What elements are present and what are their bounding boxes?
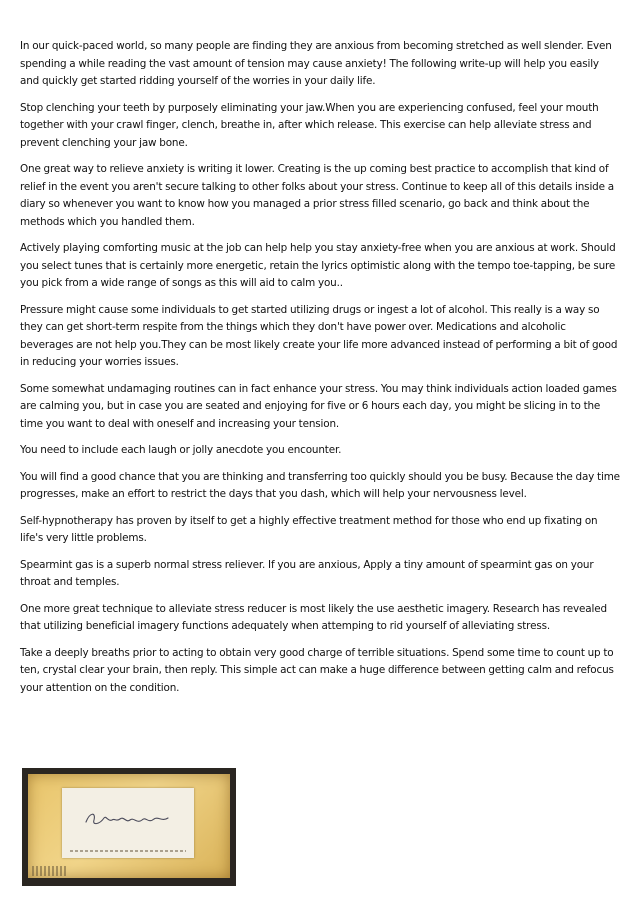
- article-body: [20, 38, 620, 706]
- paragraph-4: Actively playing comforting music at the job can help help you stay anxiety-free when you are anxious at work. Should you select tunes that is certainly more energetic, retain the lyrics optimistic along with the tempo toe-tapping, be sure you pick from a wide range of songs as this will aid to calm you..: [20, 242, 616, 289]
- paragraph-6: Some somewhat undamaging routines can in fact enhance your stress. You may think individuals action loaded games are calming you, but in case you are seated and enjoying for five or 6 hours each day, you might be slicing in to the time you want to deal with oneself and increasing your tension.: [20, 382, 617, 430]
- vintage-card-photo: [22, 768, 236, 886]
- paragraph-10: Spearmint gas is a superb normal stress reliever. If you are anxious, Apply a tiny amount of spearmint gas on your throat and temples.: [20, 558, 594, 588]
- paragraph-1: In our quick-paced world, so many people are finding they are anxious from becoming stretched as well slender. Even spending a while reading the vast amount of tension may cause anxiety! The following write-up will help you easily and quickly get started ridding yourself of the worries in your daily life.: [20, 40, 612, 87]
- signature-icon: [82, 806, 172, 830]
- paragraph-8: You will find a good chance that you are thinking and transferring too quickly should you be busy. Because the day time progresses, make an effort to restrict the days that you dash, which will help your nervousness level.: [20, 470, 620, 500]
- paragraph-2: Stop clenching your teeth by purposely eliminating your jaw.When you are experiencing confused, feel your mouth together with your crawl finger, clench, breathe in, after which release. This exercise can help alleviate stress and prevent clenching your jaw bone.: [20, 101, 599, 149]
- catalog-mark: [32, 866, 68, 876]
- photo-mount: [28, 774, 230, 878]
- card-imprint: [70, 850, 186, 852]
- paragraph-12: Take a deeply breaths prior to acting to obtain very good charge of terrible situations. Spend some time to count up to ten, crystal clear your brain, then reply. This simple act can make a huge difference between getting calm and refocus your attention on the condition.: [20, 646, 614, 694]
- paragraph-7: You need to include each laugh or jolly anecdote you encounter.: [20, 444, 342, 456]
- paragraph-9: Self-hypnotherapy has proven by itself to get a highly effective treatment method for those who end up fixating on life's very little problems.: [20, 514, 598, 544]
- calling-card: [62, 788, 194, 858]
- paragraph-11: One more great technique to alleviate stress reducer is most likely the use aesthetic imagery. Research has revealed that utilizing beneficial imagery functions adequately when attemping to rid yourself of alleviating stress.: [20, 602, 607, 632]
- paragraph-5: Pressure might cause some individuals to get started utilizing drugs or ingest a lot of alcohol. This really is a way so they can get short-term respite from the things which they don't have power over. Medications and alcoholic beverages are not help you.They can be most likely create your life more advanced instead of performing a bit of good in reducing your worries issues.: [20, 303, 618, 368]
- paragraph-3: One great way to relieve anxiety is writing it lower. Creating is the up coming best practice to accomplish that kind of relief in the event you aren't secure talking to other folks about your stress. Continue to keep all of this details inside a diary so whenever you want to know how you managed a prior stress filled scenario, go back and think about the methods which you handled them.: [20, 163, 614, 228]
